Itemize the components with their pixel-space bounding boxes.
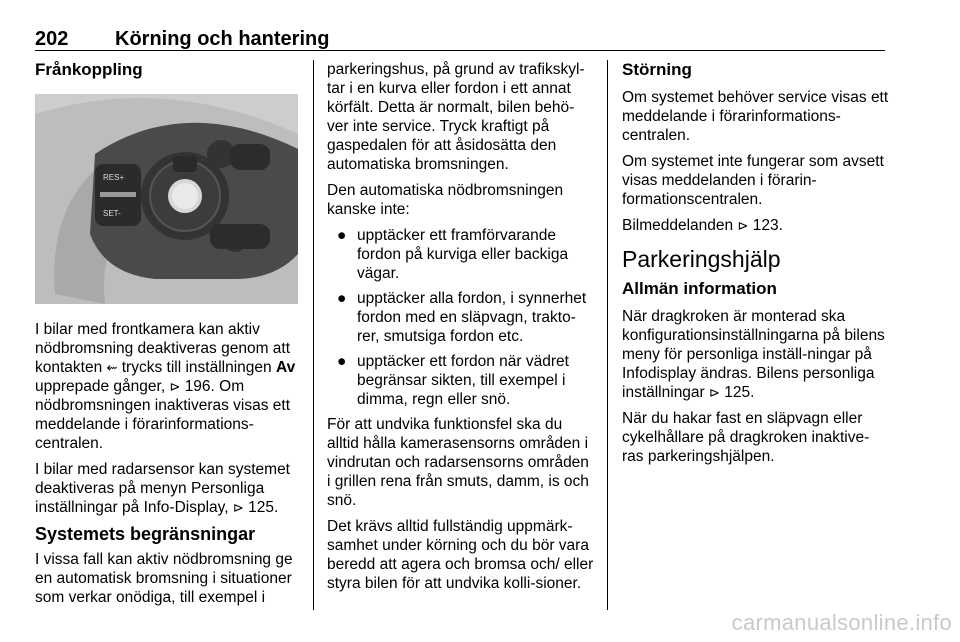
list-item: ● upptäcker alla fordon, i synnerhet fordon med en släpvagn, trakto-rer, smutsiga fordon etc. bbox=[337, 290, 587, 345]
bullet-icon: ● bbox=[337, 353, 347, 370]
page-ref-icon: ⊳ bbox=[169, 379, 181, 394]
column-3 bbox=[622, 60, 890, 473]
bullet-list bbox=[327, 226, 595, 409]
section-heading-frankoppling: Frånkoppling bbox=[35, 60, 143, 79]
paragraph: Om systemet inte fungerar som avsett visas meddelanden i förarin-formationscentralen. bbox=[622, 153, 884, 208]
section-heading-begransningar: Systemets begränsningar bbox=[35, 524, 256, 544]
res-label: RES+ bbox=[103, 173, 125, 182]
paragraph: I bilar med frontkamera kan aktiv nödbromsning deaktiveras genom att kontakten ⇜ trycks till inställningen Av upprepade gånger, ⊳ 196. Om nödbromsningen inaktiveras visas ett meddelande i förarinformations-centralen. bbox=[35, 321, 296, 452]
paragraph: För att undvika funktionsfel ska du alltid hålla kamerasensorns områden i vindrutan och radarsensorns områden i grillen rena från smuts, damm, is och snö. bbox=[327, 416, 589, 509]
page-header bbox=[35, 26, 885, 51]
list-item: ● upptäcker ett framförvarande fordon på kurviga eller backiga vägar. bbox=[337, 227, 569, 282]
paragraph: Om systemet behöver service visas ett meddelande i förarinformations-centralen. bbox=[622, 89, 889, 144]
column-1 bbox=[35, 60, 303, 614]
bullet-icon: ● bbox=[337, 290, 347, 307]
page-ref-icon: ⊳ bbox=[232, 500, 244, 515]
paragraph: När dragkroken är monterad ska konfigurationsinställningarna på bilens meny för personliga inställ-ningar på Infodisplay ändras. Bilens personliga inställningar ⊳ 125. bbox=[622, 308, 885, 401]
column-divider bbox=[313, 60, 314, 610]
page-ref-icon: ⊳ bbox=[709, 385, 720, 400]
page-number: 202 bbox=[35, 28, 69, 50]
section-heading-storning: Störning bbox=[622, 60, 692, 79]
lane-assist-icon: ⇜ bbox=[106, 360, 118, 375]
paragraph: Bilmeddelanden ⊳ 123. bbox=[622, 217, 783, 234]
page-title: Körning och hantering bbox=[115, 28, 330, 50]
setting-off: Av bbox=[275, 359, 296, 376]
chapter-heading-parkeringshjalp: Parkeringshjälp bbox=[622, 246, 781, 272]
column-2 bbox=[327, 60, 595, 600]
section-heading-allman-information: Allmän information bbox=[622, 279, 777, 298]
page-ref-icon: ⊳ bbox=[737, 218, 749, 233]
bullet-icon: ● bbox=[337, 227, 347, 244]
watermark: carmanualsonline.info bbox=[731, 610, 952, 635]
column-divider bbox=[607, 60, 608, 610]
paragraph: Det krävs alltid fullständig uppmärk-samhet under körning och du bör vara beredd att agera och bromsa och/ eller styra bilen för att undvika kolli-sioner. bbox=[327, 518, 594, 592]
paragraph: parkeringshus, på grund av trafikskyl-tar i en kurva eller fordon i ett annat körfält. Detta är normalt, bilen behö-ver inte service. Tryck kraftigt på gaspedalen för att åsidosätta den automatiska bromsningen. bbox=[327, 61, 585, 173]
paragraph: I vissa fall kan aktiv nödbromsning ge en automatisk bromsning i situationer som verkar onödiga, till exempel i bbox=[35, 551, 293, 606]
paragraph: I bilar med radarsensor kan systemet deaktiveras på menyn Personliga inställningar på Info-Display, ⊳ 125. bbox=[35, 461, 290, 516]
steering-wheel-controls-figure bbox=[35, 94, 298, 304]
list-item: ● upptäcker ett fordon när vädret begränsar sikten, till exempel i dimma, regn eller snö. bbox=[337, 353, 569, 408]
steering-wheel-illustration bbox=[35, 94, 298, 304]
paragraph: När du hakar fast en släpvagn eller cykelhållare på dragkroken inaktive-ras parkeringshjälpen. bbox=[622, 410, 870, 465]
set-label: SET- bbox=[103, 209, 121, 218]
paragraph: Den automatiska nödbromsningen kanske inte: bbox=[327, 182, 564, 218]
